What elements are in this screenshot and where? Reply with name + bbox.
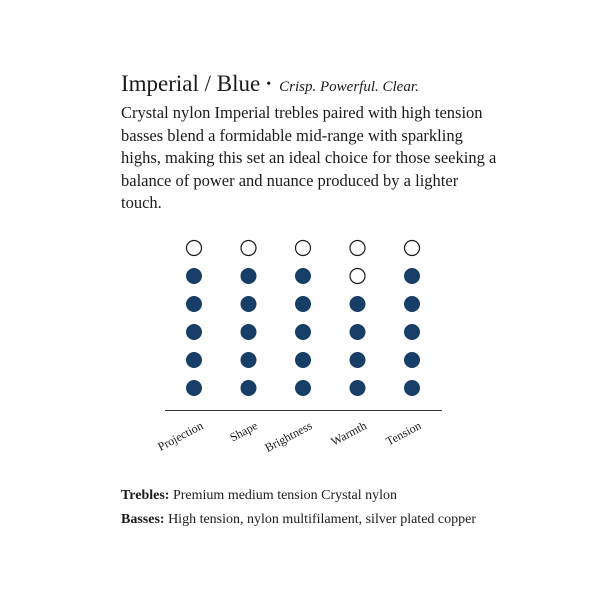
brightness-dot-5-filled bbox=[296, 269, 311, 284]
category-label-brightness: Brightness bbox=[262, 418, 315, 455]
category-label-warmth: Warmth bbox=[328, 418, 369, 449]
tension-dot-1-filled bbox=[405, 381, 420, 396]
projection-dot-1-filled bbox=[187, 381, 202, 396]
projection-dot-2-filled bbox=[187, 353, 202, 368]
tension-dot-2-filled bbox=[405, 353, 420, 368]
specs-section bbox=[121, 484, 476, 532]
product-tagline: Crisp. Powerful. Clear. bbox=[279, 79, 419, 95]
bullet-separator: • bbox=[266, 77, 272, 92]
shape-dot-4-filled bbox=[241, 297, 256, 312]
brightness-dot-2-filled bbox=[296, 353, 311, 368]
basses-spec bbox=[121, 508, 476, 532]
projection-dot-4-filled bbox=[187, 297, 202, 312]
warmth-dot-1-filled bbox=[350, 381, 365, 396]
warmth-dot-6-empty bbox=[350, 241, 365, 256]
shape-dot-6-empty bbox=[241, 241, 256, 256]
basses-value: High tension, nylon multifilament, silver plated copper bbox=[168, 512, 477, 527]
warmth-dot-4-filled bbox=[350, 297, 365, 312]
shape-dot-1-filled bbox=[241, 381, 256, 396]
tension-dot-6-empty bbox=[405, 241, 420, 256]
projection-dot-6-empty bbox=[187, 241, 202, 256]
warmth-dot-2-filled bbox=[350, 353, 365, 368]
tension-dot-5-filled bbox=[405, 269, 420, 284]
shape-dot-3-filled bbox=[241, 325, 256, 340]
brightness-dot-3-filled bbox=[296, 325, 311, 340]
brightness-dot-4-filled bbox=[296, 297, 311, 312]
warmth-dot-5-empty bbox=[350, 269, 365, 284]
projection-dot-5-filled bbox=[187, 269, 202, 284]
brightness-dot-1-filled bbox=[296, 381, 311, 396]
product-description: Crystal nylon Imperial trebles paired with high tension basses blend a formidable mid-range with sparkling highs, making this set an ideal choice for those seeking a balance of power and nuance produced by a lighter touch. bbox=[121, 103, 497, 212]
basses-label: Basses: bbox=[121, 512, 165, 527]
trebles-value: Premium medium tension Crystal nylon bbox=[172, 488, 397, 503]
warmth-dot-3-filled bbox=[350, 325, 365, 340]
tension-dot-3-filled bbox=[405, 325, 420, 340]
trebles-label: Trebles: bbox=[121, 488, 170, 503]
category-label-projection: Projection bbox=[155, 418, 206, 454]
projection-dot-3-filled bbox=[187, 325, 202, 340]
category-label-tension: Tension bbox=[383, 418, 424, 449]
product-title: Imperial / Blue bbox=[121, 71, 261, 96]
shape-dot-2-filled bbox=[241, 353, 256, 368]
trebles-spec bbox=[121, 484, 476, 508]
category-label-shape: Shape bbox=[227, 418, 260, 445]
tension-dot-4-filled bbox=[405, 297, 420, 312]
shape-dot-5-filled bbox=[241, 269, 256, 284]
brightness-dot-6-empty bbox=[296, 241, 311, 256]
